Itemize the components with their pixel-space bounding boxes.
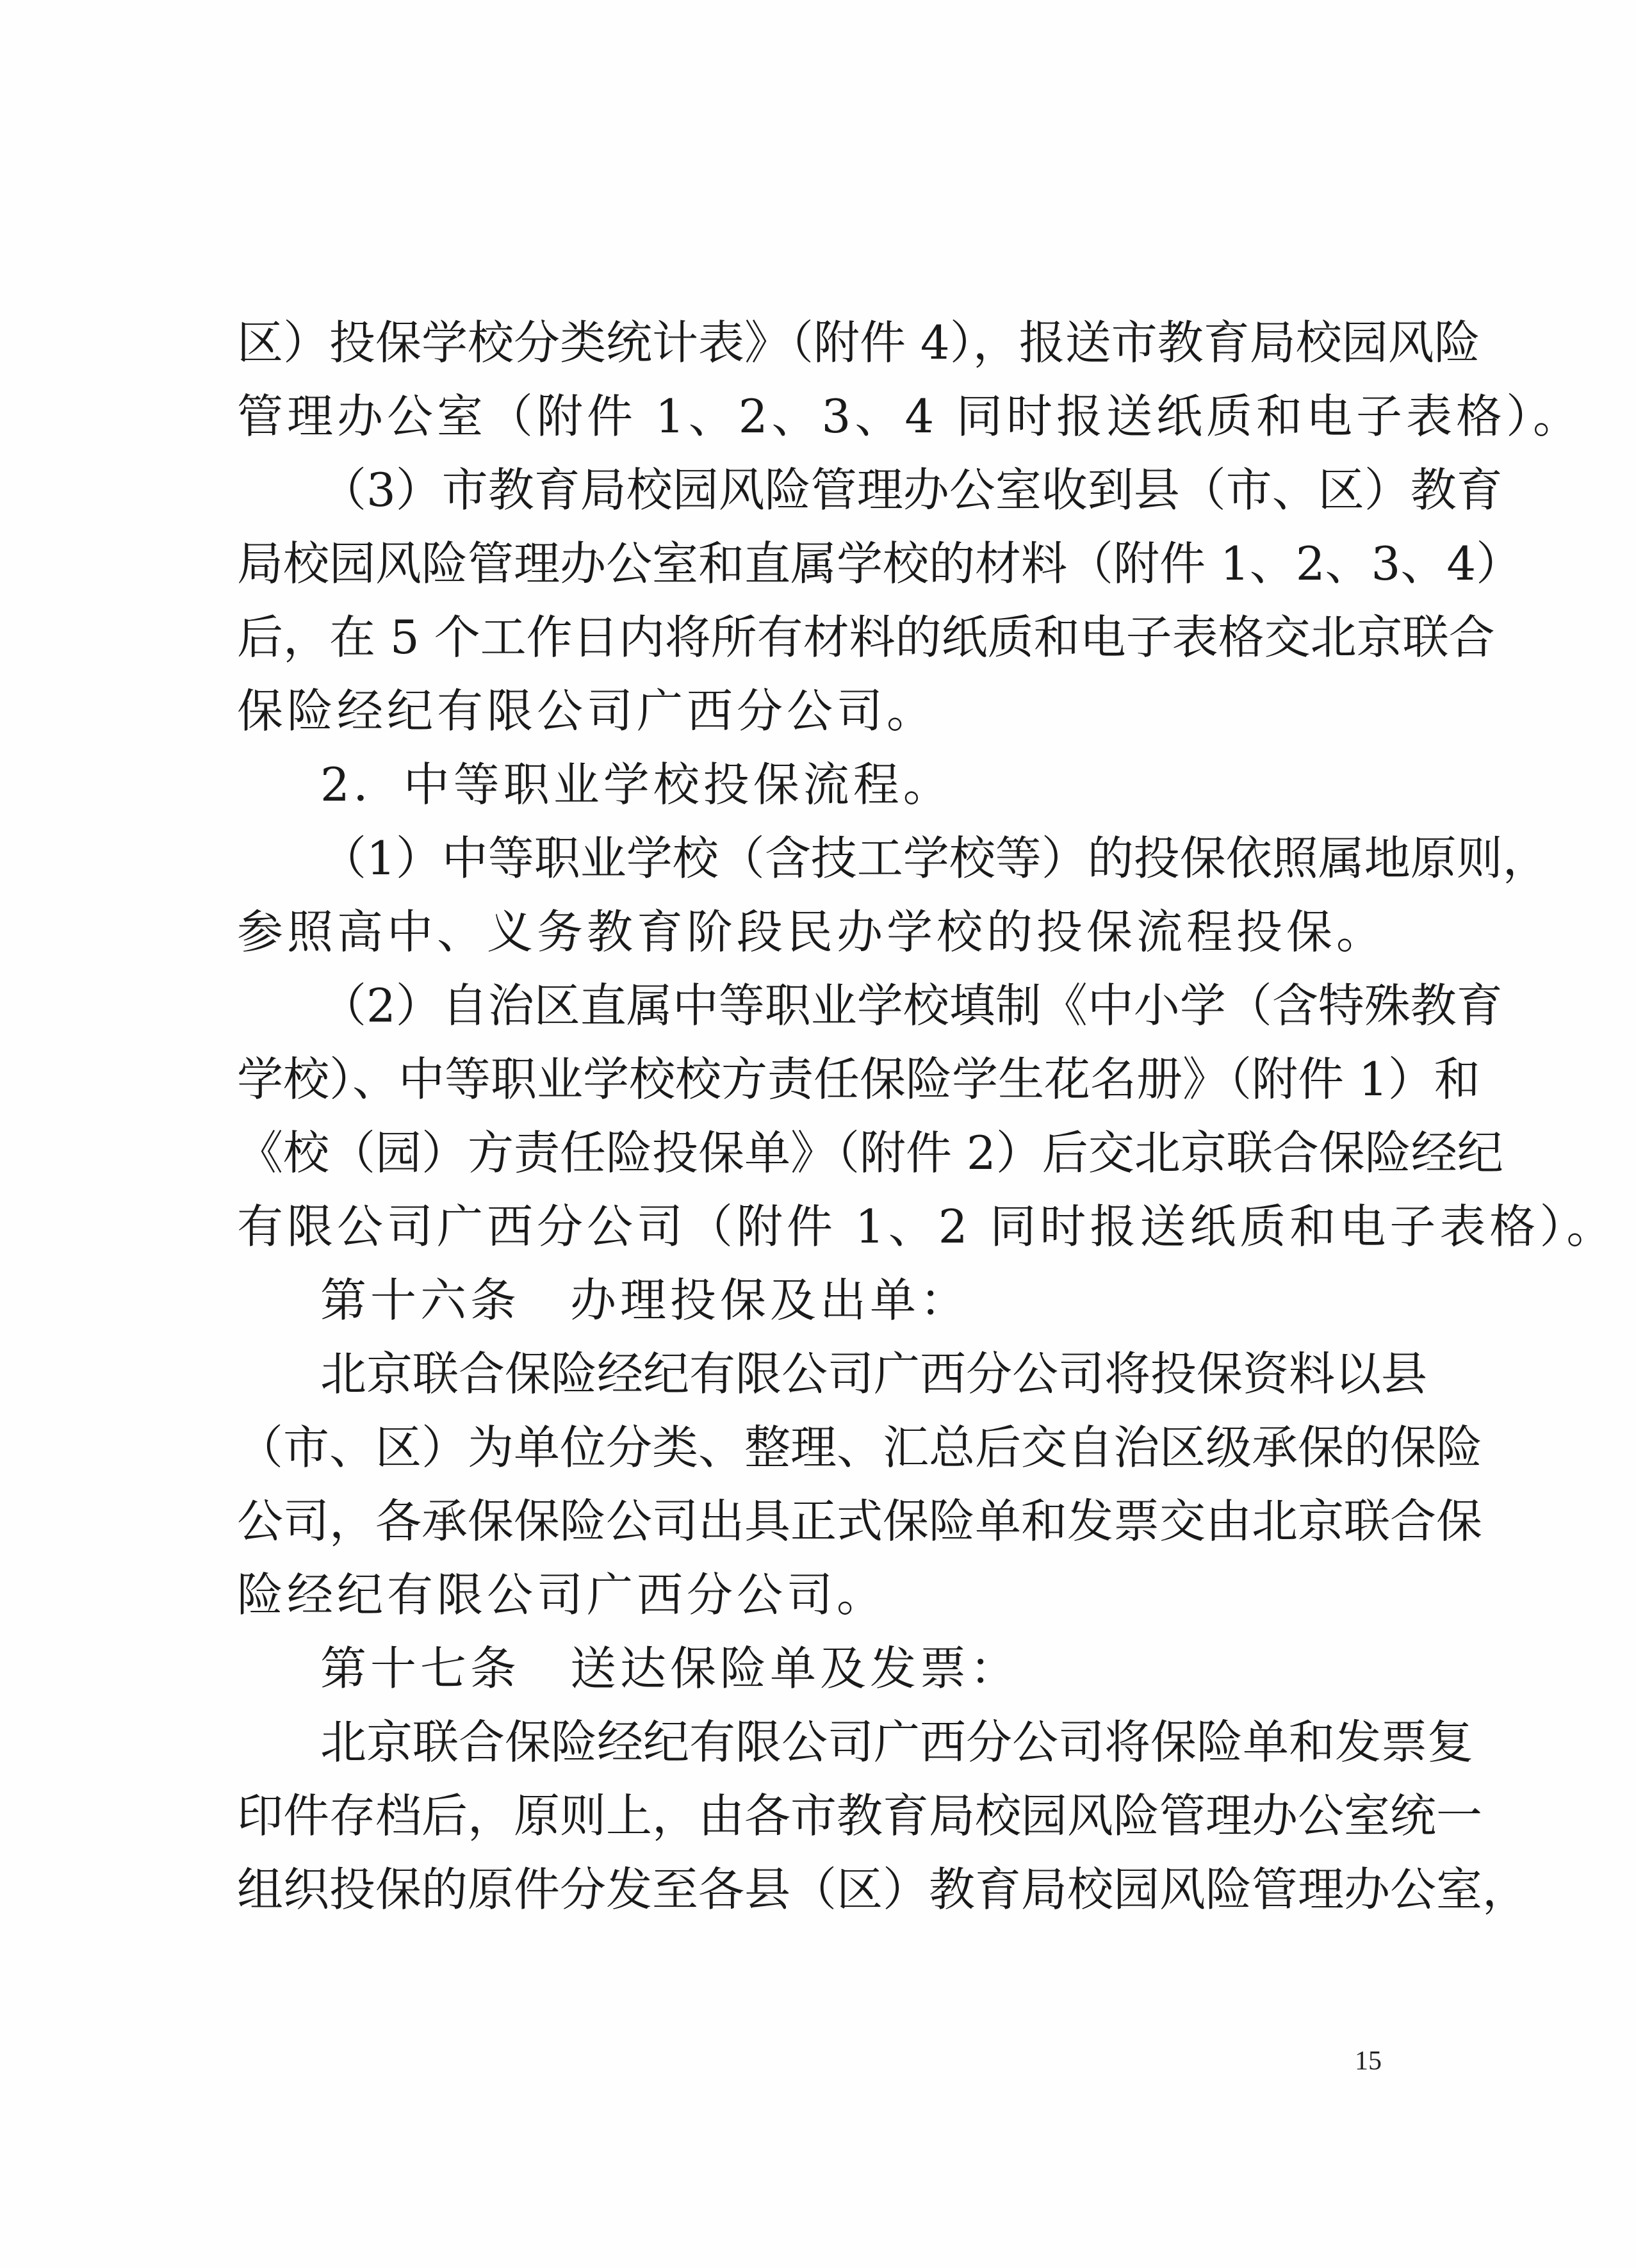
body-line-16: （市、区）为单位分类、整理、汇总后交自治区级承保的保险	[237, 1421, 1483, 1474]
body-line-2: 管理办公室（附件 1、2、3、4 同时报送纸质和电子表格）。	[237, 389, 1583, 443]
body-line-6: 保险经纪有限公司广西分公司。	[237, 684, 937, 738]
body-line-17: 公司，各承保保险公司出具正式保险单和发票交由北京联合保	[237, 1494, 1483, 1548]
body-line-13: 有限公司广西分公司（附件 1、2 同时报送纸质和电子表格）。	[237, 1200, 1617, 1253]
body-line-9: 参照高中、义务教育阶段民办学校的投保流程投保。	[237, 905, 1387, 959]
body-line-4: 局校园风险管理办公室和直属学校的材料（附件 1、2、3、4）	[237, 537, 1523, 591]
section-heading-2: 2．中等职业学校投保流程。	[320, 758, 953, 812]
page-number: 15	[1355, 2046, 1382, 2076]
article-16-heading: 第十六条 办理投保及出单：	[320, 1273, 970, 1327]
body-line-18: 险经纪有限公司广西分公司。	[237, 1568, 887, 1622]
body-line-5: 后，在 5 个工作日内将所有材料的纸质和电子表格交北京联合	[237, 610, 1495, 664]
body-line-8: （1）中等职业学校（含技工学校等）的投保依照属地原则，	[320, 831, 1549, 885]
body-line-22: 组织投保的原件分发至各县（区）教育局校园风险管理办公室，	[237, 1863, 1529, 1916]
body-line-20: 北京联合保险经纪有限公司广西分公司将保险单和发票复	[320, 1715, 1474, 1769]
body-line-11: 学校）、中等职业学校校方责任保险学生花名册》（附件 1）和	[237, 1052, 1480, 1106]
body-line-12: 《校（园）方责任险投保单》（附件 2）后交北京联合保险经纪	[237, 1126, 1503, 1180]
body-line-1: 区）投保学校分类统计表》（附件 4），报送市教育局校园风险	[237, 316, 1480, 370]
body-line-3: （3）市教育局校园风险管理办公室收到县（市、区）教育	[320, 463, 1503, 517]
body-line-15: 北京联合保险经纪有限公司广西分公司将投保资料以县	[320, 1347, 1428, 1401]
body-line-10: （2）自治区直属中等职业学校填制《中小学（含特殊教育	[320, 979, 1503, 1032]
article-17-heading: 第十七条 送达保险单及发票：	[320, 1642, 1020, 1695]
body-line-21: 印件存档后，原则上，由各市教育局校园风险管理办公室统一	[237, 1789, 1483, 1843]
